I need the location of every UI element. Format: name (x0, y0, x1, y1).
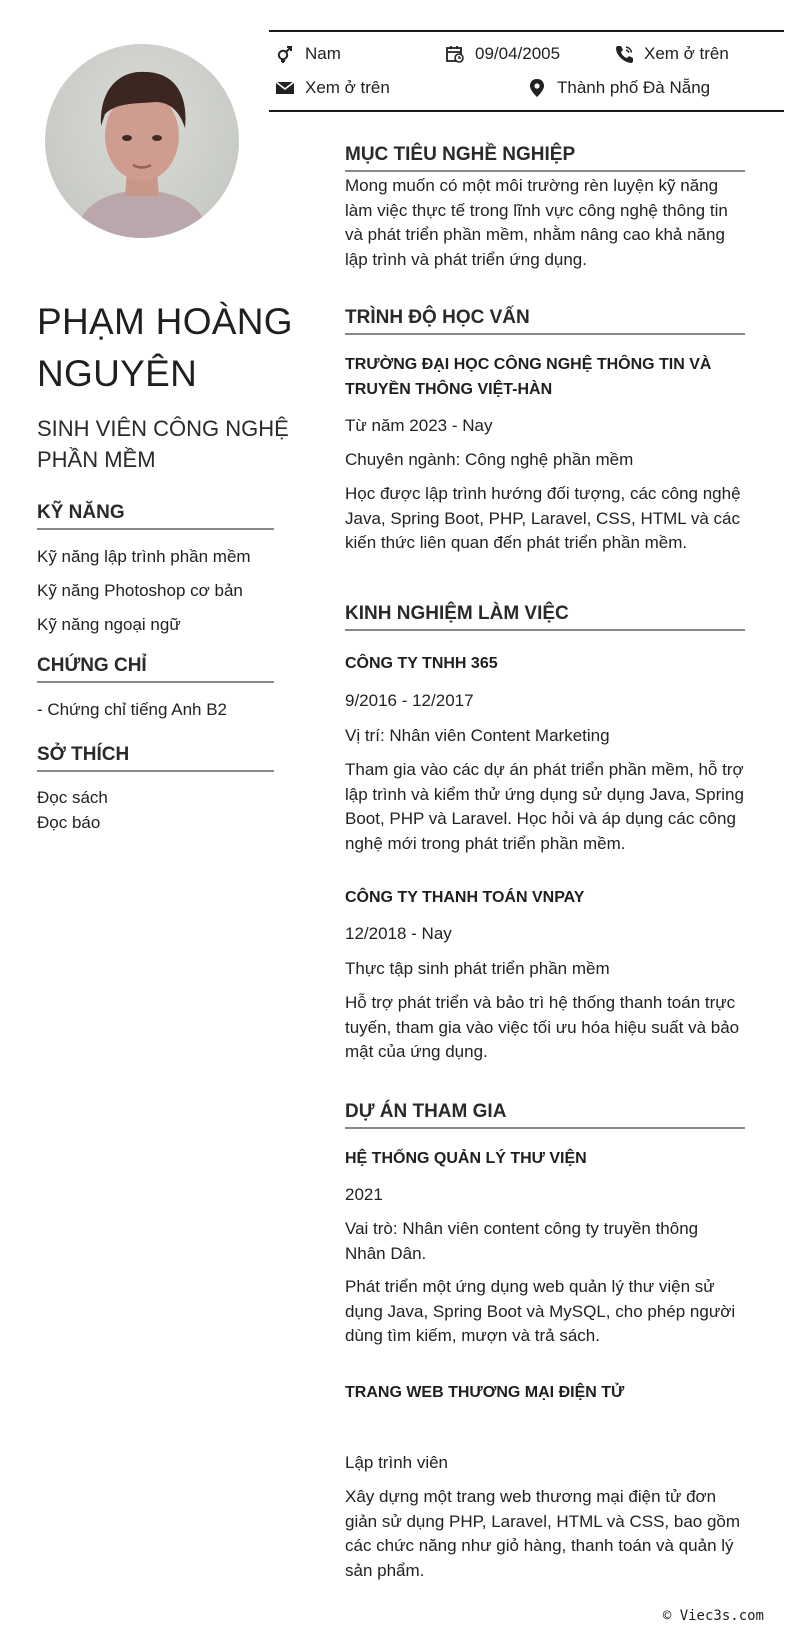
job-title (37, 413, 297, 475)
address-value: Thành phố Đà Nẵng (557, 78, 711, 97)
skills-section (37, 502, 274, 530)
hobby-item: Đọc sách (37, 788, 108, 807)
education-period: Từ năm 2023 - Nay (345, 416, 493, 435)
experience-title: KINH NGHIỆM LÀM VIỆC (345, 603, 745, 631)
name-line: NGUYÊN (37, 353, 198, 394)
hobbies-title: SỞ THÍCH (37, 744, 274, 772)
text-line: mật của ứng dụng. (345, 1042, 488, 1061)
phone-value: Xem ở trên (644, 44, 729, 63)
gender-info (275, 44, 341, 64)
text-line: Nhân Dân. (345, 1243, 427, 1263)
job-desc (345, 758, 745, 856)
certificates-section (37, 655, 274, 683)
school-line: TRUYỀN THÔNG VIỆT-HÀN (345, 381, 553, 398)
footer-brand: © Viec3s.com (662, 1608, 764, 1624)
gender-value: Nam (305, 44, 341, 63)
birthday-info (445, 44, 560, 64)
text-line: kiến thức liên quan đến phát triển phần mềm. (345, 533, 688, 552)
project-desc (345, 1275, 745, 1349)
mail-icon (275, 78, 295, 98)
job-desc (345, 991, 745, 1065)
title-line: SINH VIÊN CÔNG NGHỆ (37, 416, 289, 441)
phone-icon (614, 44, 634, 64)
skill-item: Kỹ năng ngoại ngữ (37, 615, 181, 634)
text-line: Boot, PHP và Laravel. Học hỏi và áp dụng các công (345, 809, 736, 828)
text-line: Mong muốn có một môi trường rèn luyện kỹ năng (345, 176, 719, 195)
skill-item: Kỹ năng lập trình phần mềm (37, 547, 251, 566)
education-section (345, 307, 745, 335)
projects-title: DỰ ÁN THAM GIA (345, 1101, 745, 1129)
projects-section (345, 1101, 745, 1129)
education-major: Chuyên ngành: Công nghệ phần mềm (345, 450, 634, 469)
text-line: lập trình và kiểm thử ứng dụng sử dụng Java, Spring (345, 784, 744, 804)
project-name: TRANG WEB THƯƠNG MẠI ĐIỆN TỬ (345, 1384, 625, 1401)
job-company: CÔNG TY TNHH 365 (345, 655, 498, 672)
project-role (345, 1451, 745, 1476)
candidate-name (37, 296, 297, 400)
text-line: nghệ mới trong phát triển phần mềm. (345, 833, 626, 853)
address-info (527, 78, 710, 98)
project-role (345, 1217, 745, 1266)
name-line: PHẠM HOÀNG (37, 301, 293, 342)
job-period: 9/2016 - 12/2017 (345, 691, 474, 710)
project-name: HỆ THỐNG QUẢN LÝ THƯ VIỆN (345, 1150, 587, 1167)
text-line: Học được lập trình hướng đối tượng, các công nghệ (345, 484, 741, 503)
avatar (45, 44, 239, 238)
text-line: tuyến, tham gia vào việc tối ưu hóa hiệu suất và bảo (345, 1017, 740, 1037)
text-line: dùng tìm kiếm, mượn và trả sách. (345, 1326, 600, 1345)
text-line: và phát triển phần mềm, nhằm nâng cao khả năng (345, 225, 725, 244)
job-company: CÔNG TY THANH TOÁN VNPAY (345, 889, 585, 906)
skills-title: KỸ NĂNG (37, 502, 274, 530)
text-line: dụng Java, Spring Boot và MySQL, cho phép người (345, 1301, 736, 1321)
hobby-item: Đọc báo (37, 813, 101, 832)
location-icon (527, 78, 547, 98)
birthday-value: 09/04/2005 (475, 44, 561, 63)
phone-info (614, 44, 729, 64)
objective-text (345, 174, 745, 272)
experience-section (345, 603, 745, 631)
text-line: Vai trò: Nhân viên content công ty truyền thông (345, 1219, 699, 1238)
certificates-title: CHỨNG CHỈ (37, 655, 274, 683)
text-line: Hỗ trợ phát triển và bảo trì hệ thống thanh toán trực (345, 993, 736, 1012)
text-line: làm việc thực tế trong lĩnh vực công nghệ thông tin (345, 200, 728, 220)
project-year: 2021 (345, 1185, 383, 1204)
text-line: giản sử dụng PHP, Laravel, HTML và CSS, bao gồm (345, 1511, 741, 1531)
text-line: Tham gia vào các dự án phát triển phần mềm, hỗ trợ (345, 760, 744, 779)
text-line: Phát triển một ứng dụng web quản lý thư viện sử (345, 1277, 715, 1296)
job-role: Thực tập sinh phát triển phần mềm (345, 959, 610, 978)
contact-info-bar (269, 30, 784, 112)
school-line: TRƯỜNG ĐẠI HỌC CÔNG NGHỆ THÔNG TIN VÀ (345, 356, 712, 373)
text-line: các chức năng như giỏ hàng, thanh toán và quản lý (345, 1536, 734, 1555)
objective-title: MỤC TIÊU NGHỀ NGHIỆP (345, 144, 745, 172)
title-line: PHẦN MỀM (37, 447, 156, 472)
gender-icon (275, 44, 295, 64)
text-line: Xây dựng một trang web thương mại điện tử đơn (345, 1487, 717, 1506)
calendar-icon (445, 44, 465, 64)
job-role: Vị trí: Nhân viên Content Marketing (345, 726, 610, 745)
education-title: TRÌNH ĐỘ HỌC VẤN (345, 307, 745, 335)
education-desc (345, 482, 745, 556)
email-info (275, 78, 390, 98)
text-line: Lập trình viên (345, 1453, 449, 1472)
job-period: 12/2018 - Nay (345, 924, 452, 943)
text-line: lập trình và phát triển ứng dụng. (345, 249, 587, 269)
objective-section (345, 144, 745, 172)
certificate-item: - Chứng chỉ tiếng Anh B2 (37, 700, 227, 719)
skill-item: Kỹ năng Photoshop cơ bản (37, 581, 243, 600)
text-line: sản phẩm. (345, 1560, 425, 1580)
email-value: Xem ở trên (305, 78, 390, 97)
project-desc (345, 1485, 745, 1583)
school-name (345, 352, 745, 402)
text-line: Java, Spring Boot, PHP, Laravel, CSS, HTML và các (345, 508, 740, 528)
hobbies-section (37, 744, 274, 772)
